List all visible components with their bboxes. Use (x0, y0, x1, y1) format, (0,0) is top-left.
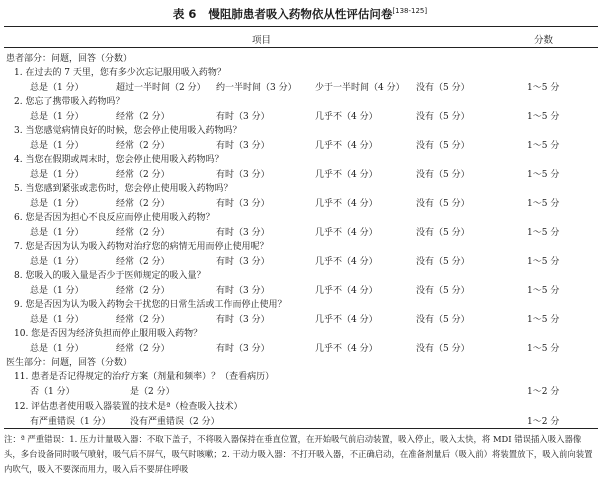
answer-option: 总是（1 分） (30, 199, 84, 209)
answer-option: 总是（1 分） (30, 228, 84, 238)
table-note: 注：ª 严重错误：1. 压力计量吸入器：不取下盖子，不将吸入器保持在垂直位置，在开始吸气前启动装置，吸入停止，吸入太快，将 MDI 错误插入吸入器像头，多台设备同时吸气喷射，吸气后不屏气，吸气时咳嗽；2. 干动力吸入器：不打开吸入器，不正确启动，在准备剂量后（吸入前）将装置放下，吸入前向装置内吹气，吸入不要深而用力，吸入后不要屏住呼吸 (4, 434, 593, 474)
answer-option: 总是（1 分） (30, 141, 84, 151)
question-text: 11. 患者是否记得规定的治疗方案（剂量和频率）？（查看病历） (14, 372, 275, 382)
score-range: 1～5 分 (527, 112, 560, 122)
table-title (0, 6, 600, 22)
answer-option: 总是（1 分） (30, 344, 84, 354)
table-label: 表 6 (172, 7, 197, 21)
answer-option: 没有（5 分） (416, 141, 470, 151)
answer-option: 有时（3 分） (216, 199, 270, 209)
question-text: 2. 您忘了携带吸入药物吗？ (14, 97, 125, 107)
answer-option: 有严重错误（1 分） (30, 417, 111, 427)
answer-option: 约一半时间（3 分） (216, 83, 297, 93)
top-rule (4, 26, 598, 27)
reference-mark: [138-125] (392, 7, 428, 16)
answer-option: 没有（5 分） (416, 257, 470, 267)
answer-option: 没有（5 分） (416, 344, 470, 354)
score-range: 1～5 分 (527, 344, 560, 354)
answer-option: 几乎不（4 分） (315, 141, 378, 151)
score-range: 1～5 分 (527, 83, 560, 93)
answer-option: 经常（2 分） (116, 141, 170, 151)
question-text: 5. 当您感到紧张或悲伤时，您会停止使用吸入药物吗？ (14, 184, 233, 194)
answer-option: 经常（2 分） (116, 170, 170, 180)
answer-option: 是（2 分） (130, 387, 175, 397)
score-range: 1～5 分 (527, 170, 560, 180)
answer-option: 几乎不（4 分） (315, 199, 378, 209)
answer-option: 经常（2 分） (116, 286, 170, 296)
answer-option: 没有（5 分） (416, 315, 470, 325)
column-header-item: 项目 (252, 35, 272, 46)
answer-option: 没有严重错误（2 分） (130, 417, 220, 427)
table-title-text: 慢阻肺患者吸入药物依从性评估问卷 (208, 7, 393, 21)
answer-option: 总是（1 分） (30, 257, 84, 267)
question-text: 4. 当您在假期或周末时，您会停止使用吸入药物吗？ (14, 155, 224, 165)
answer-option: 总是（1 分） (30, 315, 84, 325)
answer-option: 超过一半时间（2 分） (116, 83, 206, 93)
question-text: 7. 您是否因为认为吸入药物对治疗您的病情无用而停止使用呢？ (14, 242, 269, 252)
bottom-rule (4, 428, 598, 429)
answer-option: 几乎不（4 分） (315, 315, 378, 325)
answer-option: 有时（3 分） (216, 112, 270, 122)
answer-option: 有时（3 分） (216, 286, 270, 296)
question-text: 9. 您是否因为认为吸入药物会干扰您的日常生活或工作而停止使用？ (14, 300, 287, 310)
answer-option: 有时（3 分） (216, 228, 270, 238)
answer-option: 有时（3 分） (216, 315, 270, 325)
answer-option: 经常（2 分） (116, 257, 170, 267)
answer-option: 几乎不（4 分） (315, 344, 378, 354)
score-range: 1～2 分 (527, 387, 560, 397)
answer-option: 几乎不（4 分） (315, 257, 378, 267)
answer-option: 有时（3 分） (216, 170, 270, 180)
score-range: 1～2 分 (527, 417, 560, 427)
question-text: 10. 您是否因为经济负担而停止服用吸入药物？ (14, 329, 203, 339)
score-range: 1～5 分 (527, 228, 560, 238)
question-text: 6. 您是否因为担心不良反应而停止使用吸入药物？ (14, 213, 215, 223)
question-text: 12. 评估患者使用吸入器装置的技术是ª（检查吸入技术） (14, 402, 243, 412)
answer-option: 经常（2 分） (116, 199, 170, 209)
answer-option: 经常（2 分） (116, 315, 170, 325)
column-header-score: 分数 (534, 35, 554, 46)
patient-section-title: 患者部分：问题，回答（分数） (6, 54, 133, 64)
answer-option: 总是（1 分） (30, 170, 84, 180)
answer-option: 没有（5 分） (416, 112, 470, 122)
score-range: 1～5 分 (527, 286, 560, 296)
answer-option: 经常（2 分） (116, 228, 170, 238)
answer-option: 没有（5 分） (416, 228, 470, 238)
answer-option: 没有（5 分） (416, 170, 470, 180)
answer-option: 经常（2 分） (116, 344, 170, 354)
answer-option: 少于一半时间（4 分） (315, 83, 405, 93)
answer-option: 几乎不（4 分） (315, 286, 378, 296)
question-text: 1. 在过去的 7 天里，您有多少次忘记服用吸入药物？ (14, 68, 226, 78)
answer-option: 经常（2 分） (116, 112, 170, 122)
question-text: 3. 当您感觉病情良好的时候，您会停止使用吸入药物吗？ (14, 126, 242, 136)
answer-option: 几乎不（4 分） (315, 112, 378, 122)
score-range: 1～5 分 (527, 199, 560, 209)
answer-option: 总是（1 分） (30, 286, 84, 296)
answer-option: 有时（3 分） (216, 257, 270, 267)
score-range: 1～5 分 (527, 141, 560, 151)
header-rule (4, 47, 598, 48)
score-range: 1～5 分 (527, 257, 560, 267)
answer-option: 没有（5 分） (416, 83, 470, 93)
question-text: 8. 您吸入的吸入量是否少于医师规定的吸入量？ (14, 271, 206, 281)
answer-option: 没有（5 分） (416, 286, 470, 296)
answer-option: 没有（5 分） (416, 199, 470, 209)
answer-option: 几乎不（4 分） (315, 228, 378, 238)
doctor-section-title: 医生部分：问题，回答（分数） (6, 358, 133, 368)
answer-option: 总是（1 分） (30, 83, 84, 93)
answer-option: 几乎不（4 分） (315, 170, 378, 180)
answer-option: 总是（1 分） (30, 112, 84, 122)
answer-option: 有时（3 分） (216, 141, 270, 151)
answer-option: 有时（3 分） (216, 344, 270, 354)
score-range: 1～5 分 (527, 315, 560, 325)
answer-option: 否（1 分） (30, 387, 75, 397)
